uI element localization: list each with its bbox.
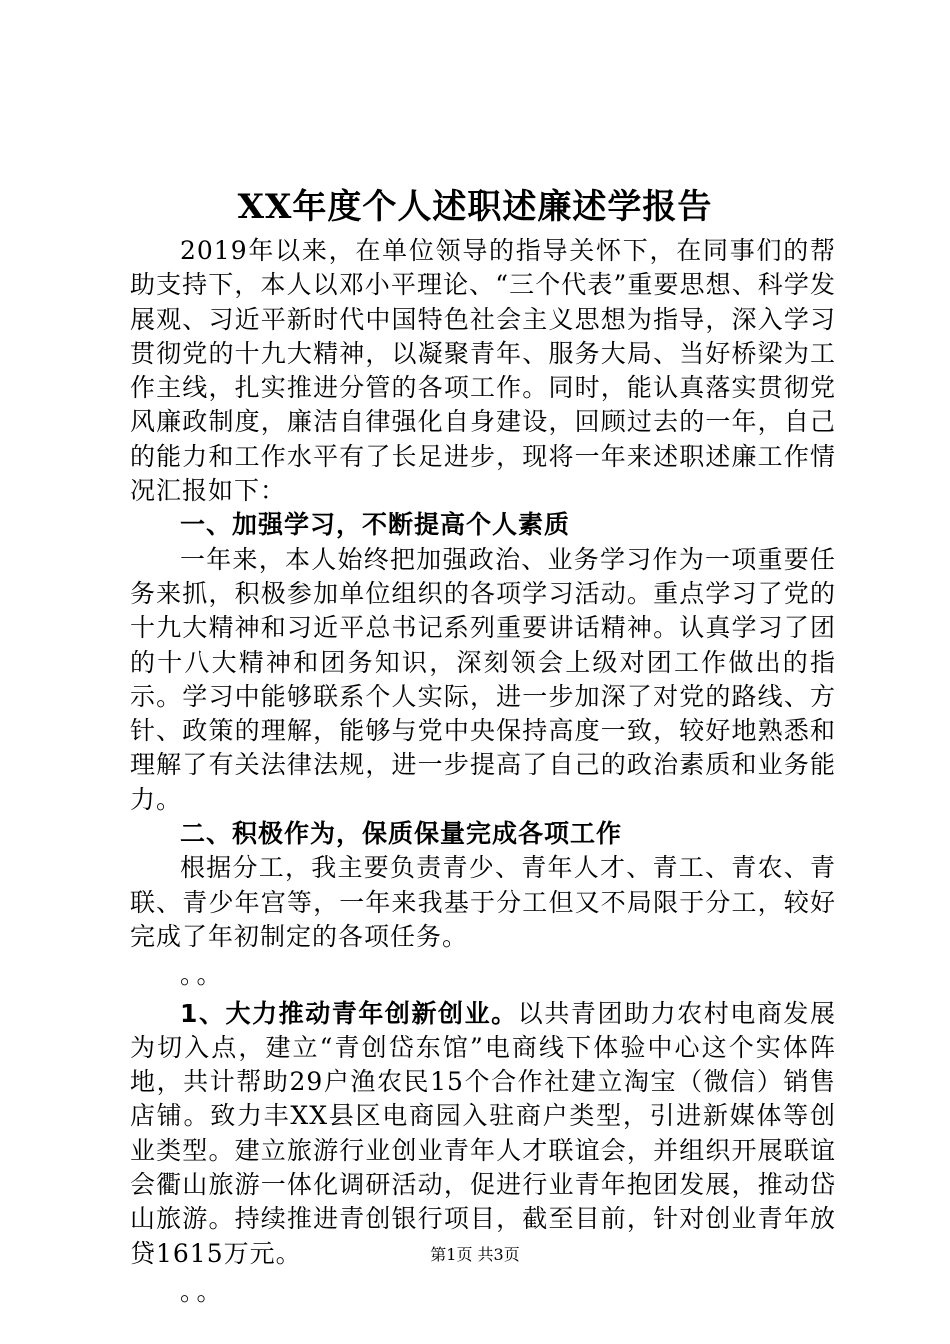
- item-1-body: 以共青团助力农村电商发展为切入点，建立“青创岱东馆”电商线下体验中心这个实体阵地，共计帮助29户渔农民15个合作社建立淘宝（微信）销售店铺。致力丰XX县区电商园入驻商户类型，引进新媒体等创业类型。建立旅游行业创业青年人才联谊会，并组织开展联谊会衢山旅游一体化调研活动，促进行业青年抱团发展，推动岱山旅游。持续推进青创银行项目，截至目前，针对创业青年放贷1615万元。: [130, 998, 836, 1268]
- section-1-heading: 一、加强学习，不断提高个人素质: [180, 510, 571, 540]
- section-1-paragraph: 一年来，本人始终把加强政治、业务学习作为一项重要任务来抓，积极参加单位组织的各项学习活动。重点学习了党的十九大精神和习近平总书记系列重要讲话精神。认真学习了团的十八大精神和团务知识，深刻领会上级对团工作做出的指示。学习中能够联系个人实际，进一步加深了对党的路线、方针、政策的理解，能够与党中央保持高度一致，较好地熟悉和理解了有关法律法规，进一步提高了自己的政治素质和业务能力。: [130, 544, 836, 814]
- page-footer: 第1页 共3页: [430, 1245, 520, 1264]
- section-2-paragraph: 根据分工，我主要负责青少、青年人才、青工、青农、青联、青少年宫等，一年来我基于分工但又不局限于分工，较好完成了年初制定的各项任务。: [130, 853, 836, 951]
- ellipsis-marker: 。。: [180, 1276, 226, 1306]
- intro-paragraph: 2019年以来，在单位领导的指导关怀下，在同事们的帮助支持下，本人以邓小平理论、“三个代表”重要思想、科学发展观、习近平新时代中国特色社会主义思想为指导，深入学习贯彻党的十九大精神，以凝聚青年、服务大局、当好桥梁为工作主线，扎实推进分管的各项工作。同时，能认真落实贯彻党风廉政制度，廉洁自律强化自身建设，回顾过去的一年，自己的能力和工作水平有了长足进步，现将一年来述职述廉工作情况汇报如下：: [130, 236, 836, 506]
- section-2-heading: 二、积极作为，保质保量完成各项工作: [180, 819, 623, 849]
- document-body: [130, 234, 836, 1309]
- ellipsis-marker: 。。: [180, 960, 226, 990]
- item-1-lead: 1、大力推动青年创新创业。: [180, 998, 518, 1028]
- document-title: XX年度个人述职述廉述学报告: [237, 187, 713, 227]
- item-1-paragraph: [130, 997, 836, 1271]
